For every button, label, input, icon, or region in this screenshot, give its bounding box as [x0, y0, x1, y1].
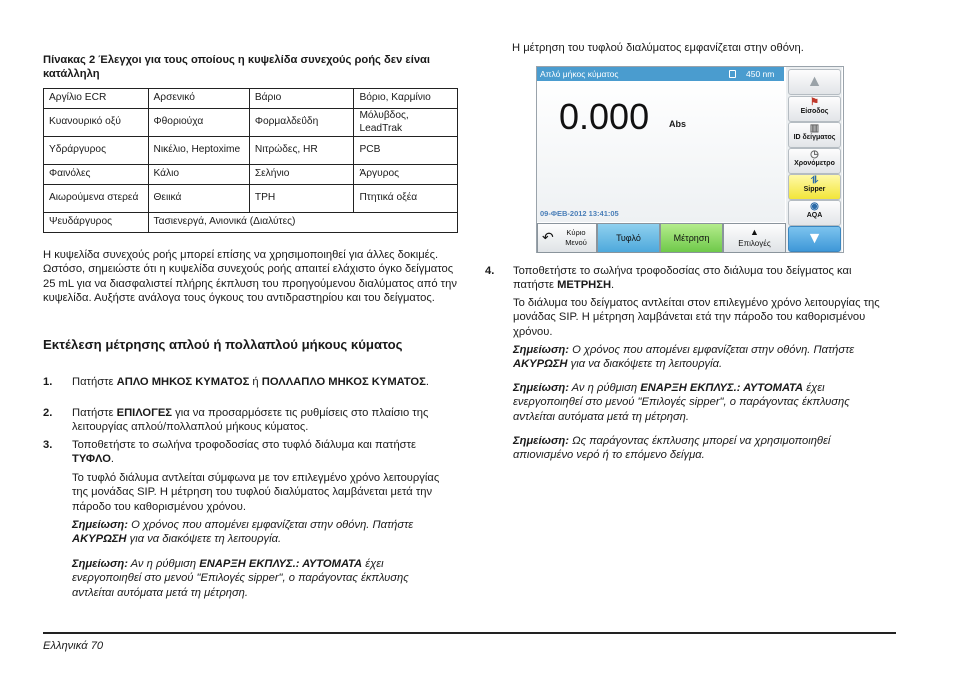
table-cell: Κυανουρικό οξύ: [44, 109, 149, 137]
back-arrow-icon: ↶: [542, 229, 554, 245]
incompatible-tests-table: [43, 88, 458, 233]
wavelength-value: 450 nm: [746, 69, 775, 79]
table-cell: Πτητικά οξέα: [354, 185, 458, 213]
table-caption: Πίνακας 2 Έλεγχοι για τους οποίους η κυψελίδα συνεχούς ροής δεν είναι κατάλληλη: [43, 54, 431, 80]
page-number: Ελληνικά 70: [43, 640, 104, 652]
table-cell: Φθοριούχα: [148, 109, 249, 137]
table-cell: TPH: [249, 185, 354, 213]
scroll-up-button[interactable]: ▲: [788, 69, 841, 95]
right-note-1: Σημείωση: Ο χρόνος που απομένει εμφανίζεται στην οθόνη. Πατήστε ΑΚΥΡΩΣΗ για να διακόψετε τη λειτουργία.: [513, 344, 855, 371]
table-cell: Θειικά: [148, 185, 249, 213]
flow-cell-paragraph: Η κυψελίδα συνεχούς ροής μπορεί επίσης να χρησιμοποιηθεί για άλλες δοκιμές. Ωστόσο, σημειώστε ότι η κυψελίδα συνεχούς ροής απαιτεί ελάχιστο όγκο δείγματος 25 mL για να διασφαλιστεί πλήρης έκπλυση του προηγούμενου διαλύματος από την κυψελίδα. Αυξήστε ανάλογα τους όγκους του αντιδραστηρίου και του δείγματος.: [43, 249, 457, 305]
cuvette-icon: [729, 70, 736, 78]
table-cell: Νικέλιο, Heptoxime: [148, 137, 249, 165]
step-3-detail: Το τυφλό διάλυμα αντλείται σύμφωνα με τον επιλεγμένο χρόνο λειτουργίας της μονάδας SIP. Η μέτρηση του τυφλού διαλύματος λαμβάνεται μετά την πάροδο του καθορισμένου χρόνου.: [72, 472, 440, 513]
sipper-icon: ⥮: [810, 175, 819, 186]
timer-button[interactable]: ◷ Χρονόμετρο: [788, 148, 841, 174]
table-cell: Υδράργυρος: [44, 137, 149, 165]
table-cell: Μόλυβδος, LeadTrak: [354, 109, 458, 137]
step-1-number: 1.: [43, 376, 53, 388]
step-2-text: Πατήστε ΕΠΙΛΟΓΕΣ για να προσαρμόσετε τις ρυθμίσεις στο πλαίσιο της λειτουργίας απλού/πολλαπλού μήκους κύματος.: [72, 407, 429, 434]
main-menu-button[interactable]: ↶ Κύριο Μενού: [537, 223, 597, 253]
table-cell: Νιτρώδες, HR: [249, 137, 354, 165]
scroll-down-button[interactable]: ▼: [788, 226, 841, 252]
table-cell: Αργίλιο ECR: [44, 89, 149, 109]
instrument-screen: [536, 66, 844, 253]
step-1-text: Πατήστε ΑΠΛΟ ΜΗΚΟΣ ΚΥΜΑΤΟΣ ή ΠΟΛΛΑΠΛΟ ΜΗΚΟΣ ΚΥΜΑΤΟΣ.: [72, 376, 429, 388]
side-panel: [786, 67, 842, 252]
timer-icon: ◷: [810, 149, 819, 160]
footer-rule: [43, 632, 896, 634]
table-row: [44, 137, 458, 165]
step-4-text: Τοποθετήστε το σωλήνα τροφοδοσίας στο διάλυμα του δείγματος και πατήστε ΜΕΤΡΗΣΗ.: [513, 265, 852, 292]
right-note-2: Σημείωση: Αν η ρύθμιση ΕΝΑΡΞΗ ΕΚΠΛΥΣ.: ΑΥΤΟΜΑΤΑ έχει ενεργοποιηθεί στο μενού "Επιλογές sipper", ο παράγοντας έκπλυσης αντλείται αυτόματα μετά τη μέτρηση.: [513, 382, 850, 423]
step-3-number: 3.: [43, 439, 53, 451]
left-note-2: Σημείωση: Αν η ρύθμιση ΕΝΑΡΞΗ ΕΚΠΛΥΣ.: ΑΥΤΟΜΑΤΑ έχει ενεργοποιηθεί στο μενού "Επιλογές sipper", ο παράγοντας έκπλυσης αντλείται αυτόματα μετά τη μέτρηση.: [72, 558, 409, 599]
login-icon: ⚑: [810, 97, 819, 108]
table-row: [44, 213, 458, 233]
sipper-button[interactable]: ⥮ Sipper: [788, 174, 841, 200]
reading-unit: Abs: [669, 119, 687, 129]
step-4-detail: Το διάλυμα του δείγματος αντλείται στον επιλεγμένο χρόνο λειτουργίας της μονάδας SIP. Η μέτρηση λαμβάνεται ετά την πάροδο του καθορισμένου χρόνου.: [513, 297, 880, 338]
table-cell: Σελήνιο: [249, 165, 354, 185]
screen-title: Απλό μήκος κύματος: [540, 69, 619, 79]
options-button[interactable]: ▲ Επιλογές: [723, 223, 786, 253]
blank-button[interactable]: Τυφλό: [597, 223, 660, 253]
reading-area: [537, 81, 785, 222]
aqa-icon: ◉: [810, 201, 819, 212]
table-cell: Αιωρούμενα στερεά: [44, 185, 149, 213]
table-cell: Άργυρος: [354, 165, 458, 185]
table-cell: Ψευδάργυρος: [44, 213, 149, 233]
table-cell: Φορμαλδεΰδη: [249, 109, 354, 137]
reading-value: 0.000: [559, 96, 650, 137]
up-triangle-icon: ▲: [750, 227, 759, 237]
sample-icon: ▥: [809, 123, 820, 134]
section-heading: Εκτέλεση μέτρησης απλού ή πολλαπλού μήκους κύματος: [43, 337, 403, 352]
table-row: [44, 185, 458, 213]
sample-id-button[interactable]: ▥ ID δείγματος: [788, 122, 841, 148]
datetime: 09-ΦΕΒ-2012 13:41:05: [540, 209, 619, 218]
table-cell: Βόριο, Καρμίνιο: [354, 89, 458, 109]
aqa-button[interactable]: ◉ AQA: [788, 200, 841, 226]
login-button[interactable]: ⚑ Είσοδος: [788, 96, 841, 122]
screen-title-bar: [537, 67, 784, 81]
table-cell: Βάριο: [249, 89, 354, 109]
table-cell: PCB: [354, 137, 458, 165]
table-row: [44, 165, 458, 185]
table-cell: Φαινόλες: [44, 165, 149, 185]
step-4-number: 4.: [485, 265, 495, 277]
table-cell: Τασιενεργά, Ανιονικά (Διαλύτες): [148, 213, 458, 233]
table-row: [44, 109, 458, 137]
table-row: [44, 89, 458, 109]
measure-button[interactable]: Μέτρηση: [660, 223, 723, 253]
table-cell: Αρσενικό: [148, 89, 249, 109]
right-note-3: Σημείωση: Ως παράγοντας έκπλυσης μπορεί να χρησιμοποιηθεί απιονισμένο νερό ή το επόμενο δείγμα.: [513, 435, 831, 462]
left-note-1: Σημείωση: Ο χρόνος που απομένει εμφανίζεται στην οθόνη. Πατήστε ΑΚΥΡΩΣΗ για να διακόψετε τη λειτουργία.: [72, 519, 414, 546]
blank-intro: Η μέτρηση του τυφλού διαλύματος εμφανίζεται στην οθόνη.: [512, 42, 804, 54]
table-cell: Κάλιο: [148, 165, 249, 185]
step-2-number: 2.: [43, 407, 53, 419]
step-3-text: Τοποθετήστε το σωλήνα τροφοδοσίας στο τυφλό διάλυμα και πατήστε ΤΥΦΛΟ.: [72, 439, 416, 466]
